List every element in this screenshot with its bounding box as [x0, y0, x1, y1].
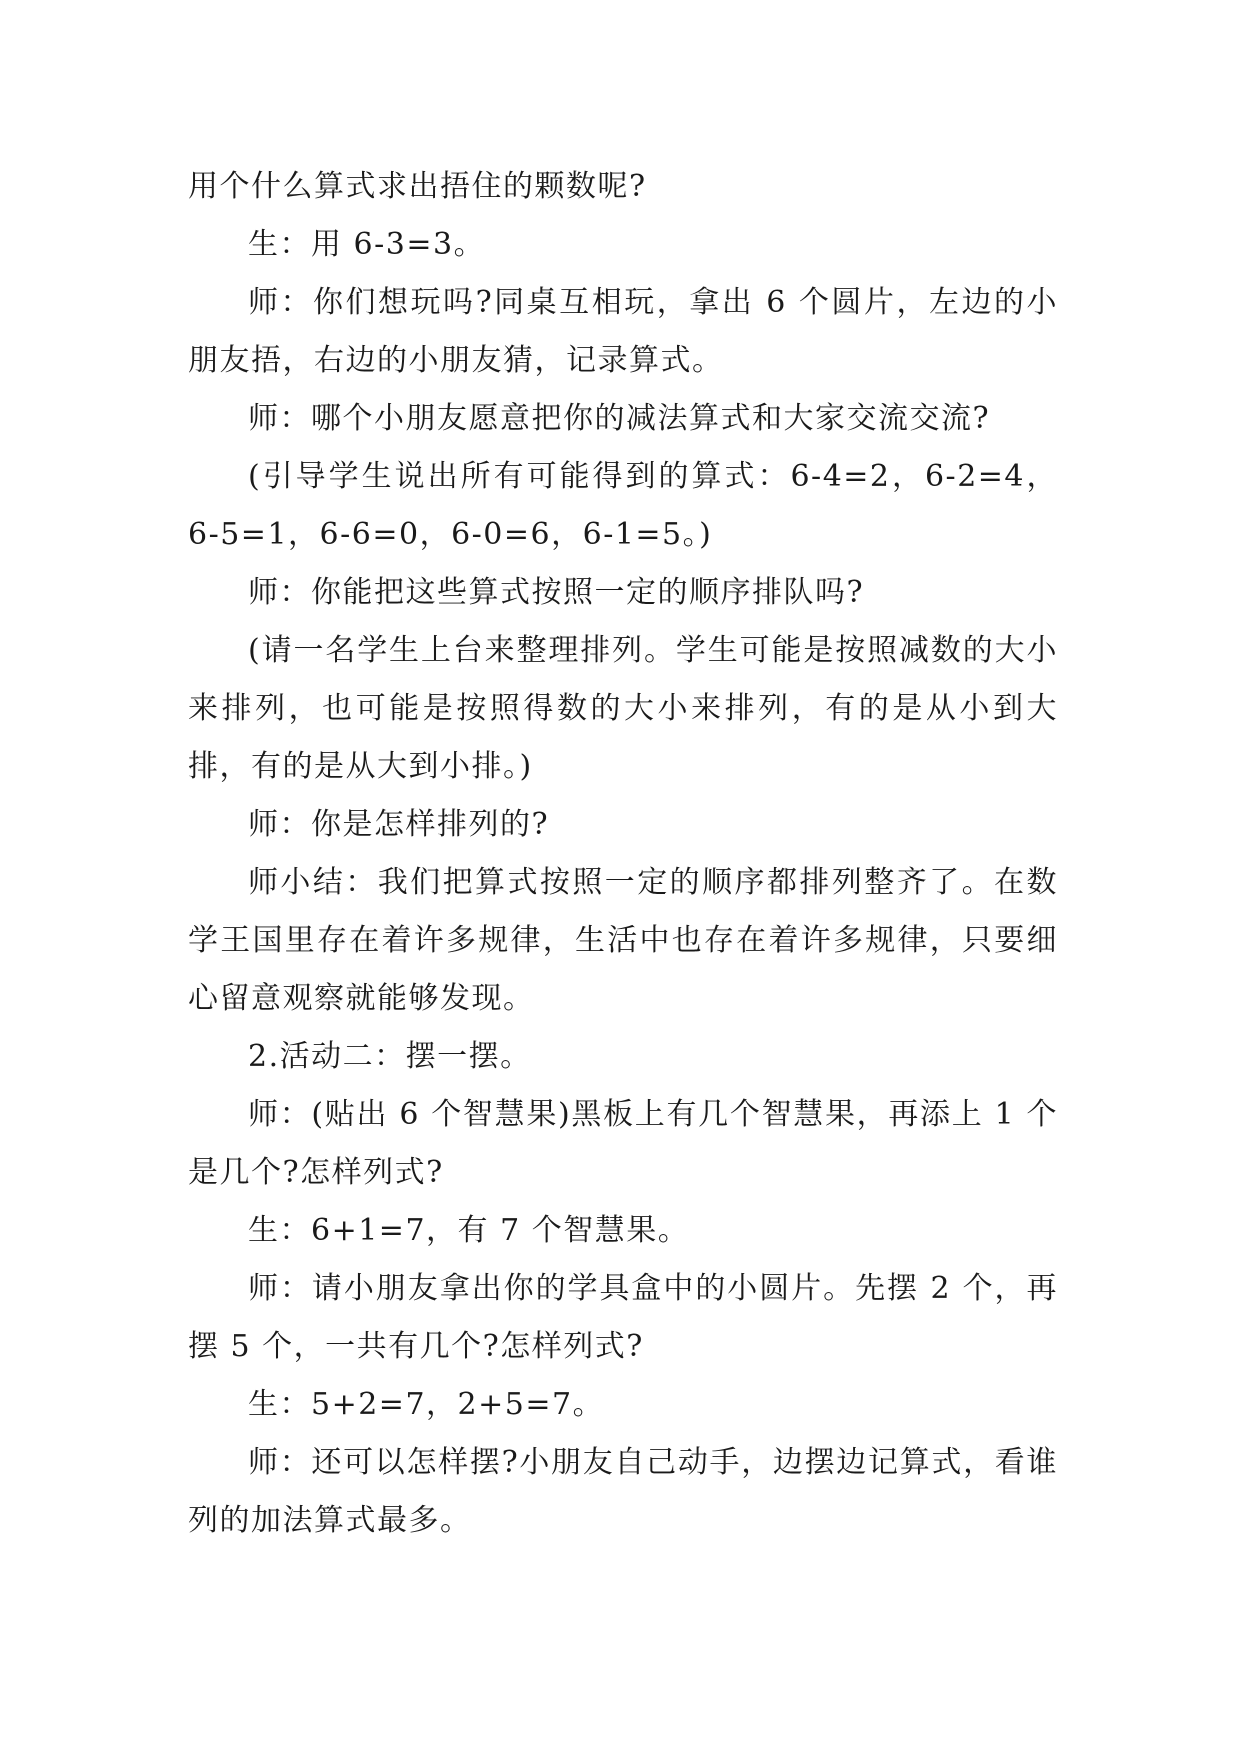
paragraph: 师小结：我们把算式按照一定的顺序都排列整齐了。在数学王国里存在着许多规律，生活中也存在着许多规律，只要细心留意观察就能够发现。 [188, 865, 1058, 1016]
paragraph: 2.活动二：摆一摆。 [248, 1039, 532, 1074]
paragraph: 师：请小朋友拿出你的学具盒中的小圆片。先摆 2 个，再摆 5 个，一共有几个?怎样列式? [188, 1271, 1058, 1364]
document-body [188, 158, 1058, 1550]
paragraph: 师：(贴出 6 个智慧果)黑板上有几个智慧果，再添上 1 个是几个?怎样列式? [188, 1097, 1058, 1190]
paragraph: 师：你们想玩吗?同桌互相玩，拿出 6 个圆片，左边的小朋友捂，右边的小朋友猜，记录算式。 [188, 285, 1058, 378]
paragraph: 师：哪个小朋友愿意把你的减法算式和大家交流交流? [248, 401, 991, 436]
paragraph: 生：用 6-3=3。 [248, 227, 486, 262]
paragraph: 师：你能把这些算式按照一定的顺序排队吗? [248, 575, 865, 610]
paragraph: (请一名学生上台来整理排列。学生可能是按照减数的大小来排列，也可能是按照得数的大小来排列，有的是从小到大排，有的是从大到小排。) [188, 633, 1058, 784]
paragraph: 师：你是怎样排列的? [248, 807, 550, 842]
paragraph: 师：还可以怎样摆?小朋友自己动手，边摆边记算式，看谁列的加法算式最多。 [188, 1445, 1058, 1538]
paragraph: 用个什么算式求出捂住的颗数呢? [188, 169, 647, 204]
paragraph: 生：5+2=7，2+5=7。 [248, 1387, 605, 1422]
paragraph: (引导学生说出所有可能得到的算式：6-4=2，6-2=4，6-5=1，6-6=0，6-0=6，6-1=5。) [188, 459, 1058, 552]
paragraph: 生：6+1=7，有 7 个智慧果。 [248, 1213, 690, 1248]
